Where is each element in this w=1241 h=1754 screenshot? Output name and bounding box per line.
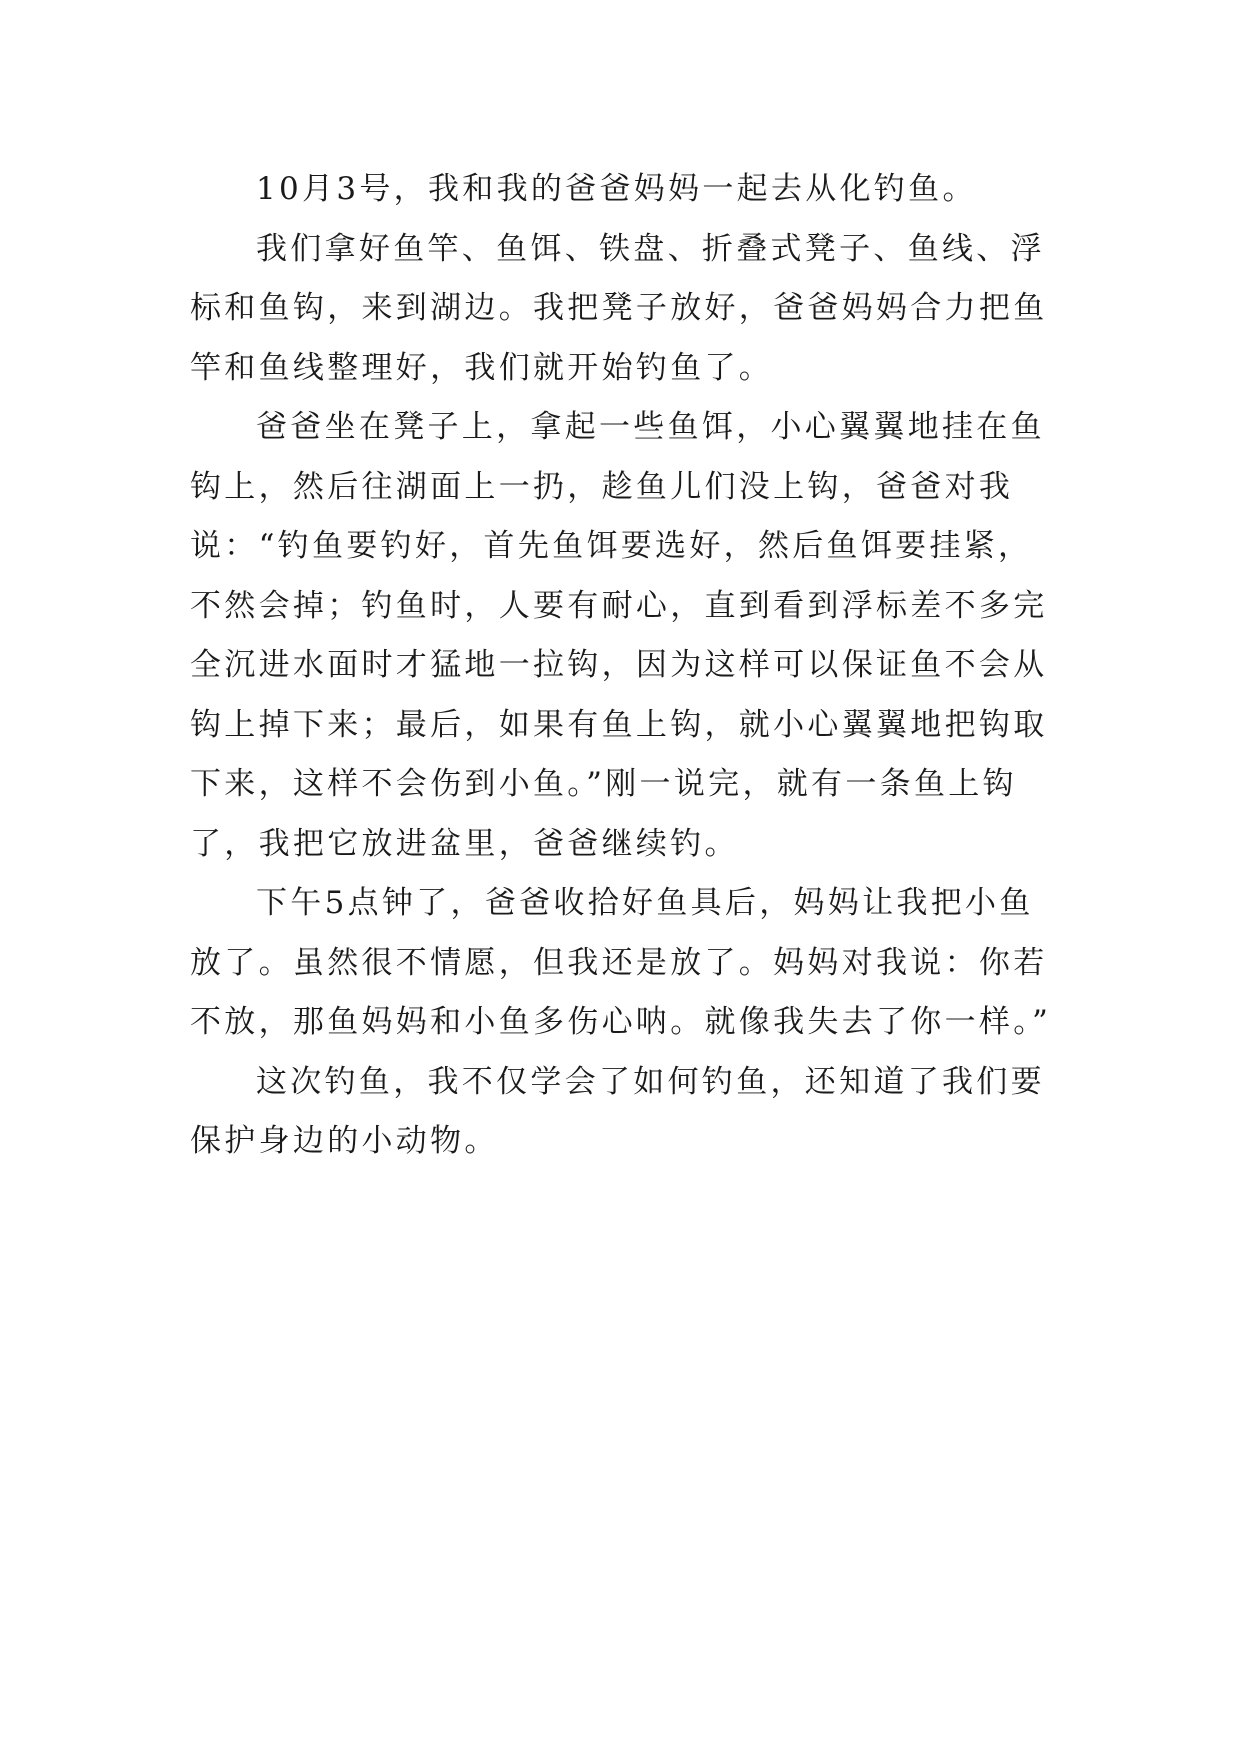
essay-body — [190, 160, 1052, 1172]
paragraph-5: 这次钓鱼，我不仅学会了如何钓鱼，还知道了我们要保护身边的小动物。 — [190, 1063, 1045, 1159]
paragraph-4: 下午5点钟了，爸爸收拾好鱼具后，妈妈让我把小鱼放了。虽然很不情愿，但我还是放了。妈妈对我说：你若不放，那鱼妈妈和小鱼多伤心呐。就像我失去了你一样。” — [190, 885, 1052, 1040]
paragraph-1: 10月3号，我和我的爸爸妈妈一起去从化钓鱼。 — [256, 171, 977, 207]
paragraph-3: 爸爸坐在凳子上，拿起一些鱼饵，小心翼翼地挂在鱼钩上，然后往湖面上一扔，趁鱼儿们没上钩，爸爸对我说：“钓鱼要钓好，首先鱼饵要选好，然后鱼饵要挂紧，不然会掉；钓鱼时，人要有耐心，直到看到浮标差不多完全沉进水面时才猛地一拉钩，因为这样可以保证鱼不会从钩上掉下来；最后，如果有鱼上钩，就小心翼翼地把钩取下来，这样不会伤到小鱼。”刚一说完，就有一条鱼上钩了，我把它放进盆里，爸爸继续钓。 — [190, 409, 1048, 862]
paragraph-2: 我们拿好鱼竿、鱼饵、铁盘、折叠式凳子、鱼线、浮标和鱼钩，来到湖边。我把凳子放好，爸爸妈妈合力把鱼竿和鱼线整理好，我们就开始钓鱼了。 — [190, 230, 1048, 386]
